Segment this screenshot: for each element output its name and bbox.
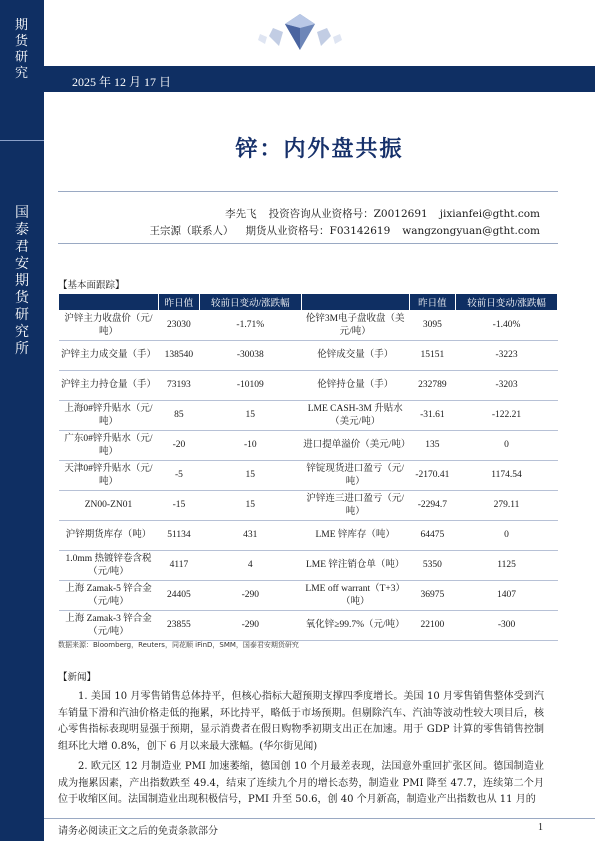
table-row: [59, 491, 558, 521]
table-row: [59, 431, 558, 461]
table-row: [59, 341, 558, 371]
metric-value: 138540: [159, 341, 200, 371]
report-title: 锌：内外盘共振: [235, 136, 404, 162]
author-qualification: 投资咨询从业资格号：Z0012691: [268, 208, 428, 220]
table-row: [59, 521, 558, 551]
metric-value: -5: [159, 461, 200, 491]
metric-value: -2170.41: [409, 461, 455, 491]
metric-value: 0: [456, 431, 558, 461]
metric-label: LME 锌库存（吨）: [301, 521, 409, 551]
table-header-cell: [301, 294, 409, 311]
metric-value: 1174.54: [456, 461, 558, 491]
author-qualification: 期货从业资格号：F03142619: [245, 225, 391, 237]
metric-label: 伦锌3M电子盘收盘（美元/吨）: [301, 311, 409, 341]
metric-label: 伦锌成交量（手）: [301, 341, 409, 371]
metric-label: 广东0#锌升贴水（元/吨）: [59, 431, 159, 461]
table-header-cell: [59, 294, 159, 311]
metric-value: 15: [199, 491, 301, 521]
page-number: 1: [538, 822, 543, 833]
fundamentals-table: [58, 293, 558, 641]
metric-label: 上海 Zamak-3 锌合金（元/吨）: [59, 611, 159, 641]
metric-value: 23855: [159, 611, 200, 641]
metric-value: 1125: [456, 551, 558, 581]
table-row: [59, 371, 558, 401]
table-row: [59, 581, 558, 611]
table-row: [59, 401, 558, 431]
news-item: 2. 欧元区 12 月制造业 PMI 加速萎缩，德国创 10 个月最差表现，法国意外重回扩张区间。德国制造业成为拖累因素，产出指数跌至 49.4，结束了连续九个月的增长态势，制造业 PMI 降至 47.7，连续第二个月位于收缩区间。法国制造业出现积极信号，PMI 升至 50.6，创 40 个月新高，制造业产出指数也从 11 月的: [58, 761, 544, 805]
table-section-label: 【基本面跟踪】: [58, 280, 125, 291]
company-logo: [255, 10, 345, 54]
metric-label: 锌锭现货进口盈亏（元/吨）: [301, 461, 409, 491]
metric-value: 15: [199, 461, 301, 491]
metric-label: 1.0mm 热镀锌卷含税（元/吨）: [59, 551, 159, 581]
author-email: jixianfei@gtht.com: [439, 208, 540, 220]
metric-value: -1.40%: [456, 311, 558, 341]
metric-value: -10109: [199, 371, 301, 401]
report-date: 2025 年 12 月 17 日: [72, 75, 172, 89]
metric-label: 伦锌持仓量（手）: [301, 371, 409, 401]
table-row: [59, 611, 558, 641]
author-name: 李先飞: [225, 208, 257, 220]
metric-label: 沪锌主力成交量（手）: [59, 341, 159, 371]
author-block: [60, 206, 540, 240]
news-section-label: 【新闻】: [58, 672, 97, 683]
metric-value: 51134: [159, 521, 200, 551]
metric-value: 279.11: [456, 491, 558, 521]
sidebar-top-text: 期 货 研 究: [14, 18, 29, 81]
table-header-cell: 较前日变动/涨跌幅: [199, 294, 301, 311]
metric-value: 431: [199, 521, 301, 551]
metric-value: 4117: [159, 551, 200, 581]
divider: [58, 243, 558, 244]
metric-value: -15: [159, 491, 200, 521]
metric-value: 15151: [409, 341, 455, 371]
metric-value: -122.21: [456, 401, 558, 431]
metric-label: LME CASH-3M 升贴水（美元/吨）: [301, 401, 409, 431]
metric-label: 沪锌主力收盘价（元/吨）: [59, 311, 159, 341]
metric-value: 5350: [409, 551, 455, 581]
footer-disclaimer: 请务必阅读正文之后的免责条款部分: [58, 826, 218, 837]
metric-value: -10: [199, 431, 301, 461]
metric-label: ZN00-ZN01: [59, 491, 159, 521]
divider: [58, 191, 558, 192]
author-row: [60, 223, 540, 240]
metric-label: 沪锌期货库存（吨）: [59, 521, 159, 551]
metric-value: 4: [199, 551, 301, 581]
metric-value: -3203: [456, 371, 558, 401]
metric-label: 天津0#锌升贴水（元/吨）: [59, 461, 159, 491]
metric-value: -31.61: [409, 401, 455, 431]
table-row: [59, 311, 558, 341]
metric-value: 64475: [409, 521, 455, 551]
metric-value: -290: [199, 611, 301, 641]
metric-label: 沪锌连三进口盈亏（元/吨）: [301, 491, 409, 521]
table-row: [59, 551, 558, 581]
sidebar-institute-text: 国 泰 君 安 期 货 研 究 所: [15, 205, 29, 357]
metric-label: LME off warrant（T+3）（吨）: [301, 581, 409, 611]
news-item: 1. 美国 10 月零售销售总体持平，但核心指标大超预期支撑四季度增长。美国 10 月零售销售整体受到汽车销量下滑和汽油价格走低的拖累，环比持平，略低于市场预期。但剔除汽车、汽油等波动性较大项目后，核心零售指标表现明显强于预期，显示消费者在假日购物季初期支出正在加速。用于 GDP 计算的零售销售控制组环比大增 0.8%，创下 6 月以来最大涨幅。(华尔街见闻): [58, 691, 544, 752]
metric-label: 上海0#锌升贴水（元/吨）: [59, 401, 159, 431]
metric-value: 36975: [409, 581, 455, 611]
metric-value: 1407: [456, 581, 558, 611]
metric-label: 沪锌主力持仓量（手）: [59, 371, 159, 401]
metric-label: LME 锌注销仓单（吨）: [301, 551, 409, 581]
metric-value: 73193: [159, 371, 200, 401]
metric-value: -290: [199, 581, 301, 611]
sidebar: [0, 0, 44, 841]
metric-value: -20: [159, 431, 200, 461]
metric-value: 23030: [159, 311, 200, 341]
table-header-cell: 昨日值: [159, 294, 200, 311]
metric-label: 进口提单溢价（美元/吨）: [301, 431, 409, 461]
author-name: 王宗源（联系人）: [149, 225, 234, 237]
data-source: 数据来源：Bloomberg，Reuters，同花顺 iFinD，SMM，国泰君安期货研究: [58, 641, 299, 649]
metric-value: -30038: [199, 341, 301, 371]
author-email: wangzongyuan@gtht.com: [402, 225, 540, 237]
metric-value: -3223: [456, 341, 558, 371]
metric-value: 3095: [409, 311, 455, 341]
metric-value: 85: [159, 401, 200, 431]
metric-value: 15: [199, 401, 301, 431]
metric-value: 0: [456, 521, 558, 551]
table-row: [59, 461, 558, 491]
metric-value: -300: [456, 611, 558, 641]
metric-value: -2294.7: [409, 491, 455, 521]
table-header-row: [59, 294, 558, 311]
metric-value: -1.71%: [199, 311, 301, 341]
metric-label: 氧化锌≥99.7%（元/吨）: [301, 611, 409, 641]
table-header-cell: 较前日变动/涨跌幅: [456, 294, 558, 311]
metric-value: 232789: [409, 371, 455, 401]
author-row: [60, 206, 540, 223]
metric-value: 135: [409, 431, 455, 461]
metric-value: 22100: [409, 611, 455, 641]
metric-label: 上海 Zamak-5 锌合金（元/吨）: [59, 581, 159, 611]
news-body: [58, 689, 544, 813]
footer-divider: [44, 818, 595, 819]
table-header-cell: 昨日值: [409, 294, 455, 311]
metric-value: 24405: [159, 581, 200, 611]
